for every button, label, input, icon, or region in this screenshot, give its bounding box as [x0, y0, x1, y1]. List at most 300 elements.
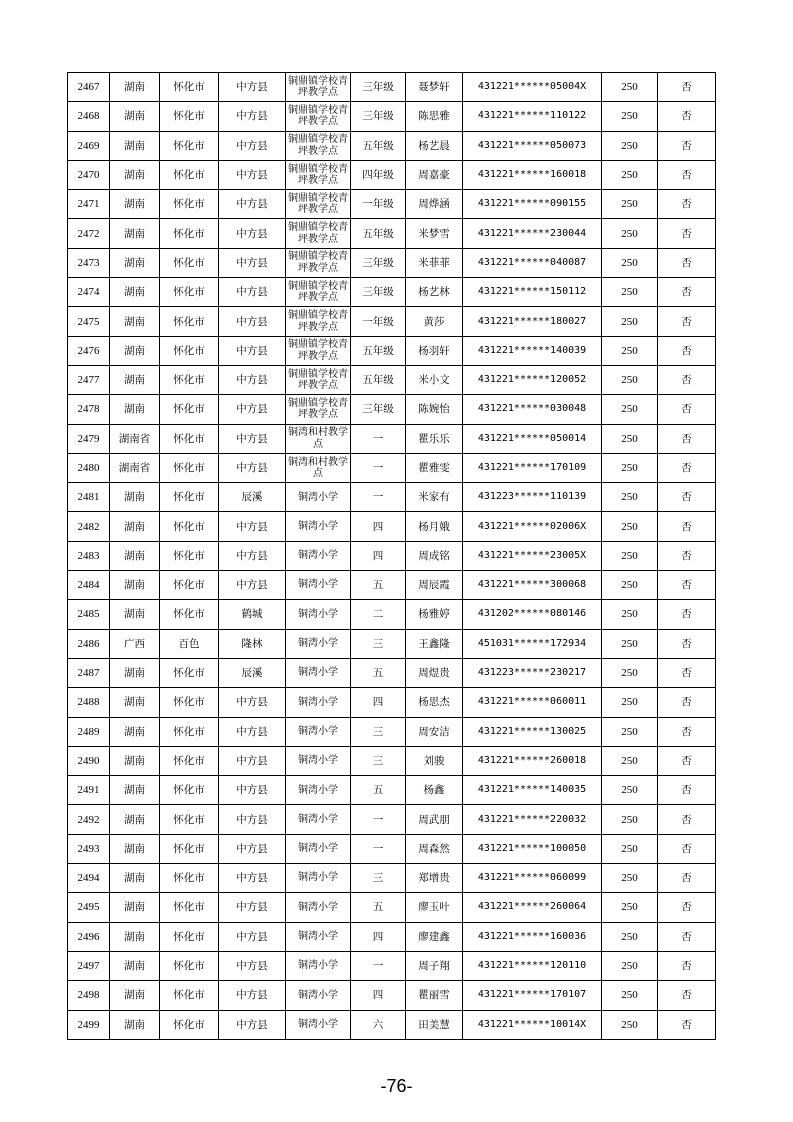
city-cell: 怀化市 [160, 307, 219, 336]
school-cell: 铜湾和村教学点 [286, 453, 351, 482]
row-number-cell: 2499 [68, 1010, 110, 1039]
table-row [68, 951, 716, 980]
grade-cell: 三年级 [351, 278, 406, 307]
table-row [68, 512, 716, 541]
student-name-cell: 陈婉怡 [406, 395, 463, 424]
amount-cell: 250 [602, 746, 658, 775]
county-cell: 中方县 [219, 922, 286, 951]
school-cell: 铜鼎镇学校青坪教学点 [286, 395, 351, 424]
student-name-cell: 廖建鑫 [406, 922, 463, 951]
table-row [68, 483, 716, 512]
student-name-cell: 刘骏 [406, 746, 463, 775]
county-cell: 中方县 [219, 365, 286, 394]
amount-cell: 250 [602, 424, 658, 453]
student-name-cell: 杨羽轩 [406, 336, 463, 365]
grade-cell: 一年级 [351, 307, 406, 336]
student-name-cell: 杨月娥 [406, 512, 463, 541]
flag-cell: 否 [658, 365, 716, 394]
amount-cell: 250 [602, 834, 658, 863]
school-cell: 铜湾小学 [286, 746, 351, 775]
id-number-cell: 431221******220032 [463, 805, 602, 834]
flag-cell: 否 [658, 1010, 716, 1039]
amount-cell: 250 [602, 981, 658, 1010]
grade-cell: 三 [351, 864, 406, 893]
student-name-cell: 王鑫隆 [406, 629, 463, 658]
table-row [68, 219, 716, 248]
school-cell: 铜鼎镇学校青坪教学点 [286, 131, 351, 160]
amount-cell: 250 [602, 805, 658, 834]
school-cell: 铜湾小学 [286, 483, 351, 512]
id-number-cell: 431221******120110 [463, 951, 602, 980]
row-number-cell: 2492 [68, 805, 110, 834]
row-number-cell: 2480 [68, 453, 110, 482]
province-cell: 湖南 [110, 102, 160, 131]
grade-cell: 四 [351, 981, 406, 1010]
table-row [68, 453, 716, 482]
grade-cell: 四年级 [351, 160, 406, 189]
school-cell: 铜湾小学 [286, 864, 351, 893]
county-cell: 中方县 [219, 746, 286, 775]
grade-cell: 五年级 [351, 219, 406, 248]
flag-cell: 否 [658, 834, 716, 863]
id-number-cell: 431221******170107 [463, 981, 602, 1010]
amount-cell: 250 [602, 717, 658, 746]
city-cell: 怀化市 [160, 219, 219, 248]
row-number-cell: 2488 [68, 688, 110, 717]
amount-cell: 250 [602, 688, 658, 717]
county-cell: 中方县 [219, 688, 286, 717]
amount-cell: 250 [602, 131, 658, 160]
row-number-cell: 2481 [68, 483, 110, 512]
student-list-sheet [67, 72, 715, 1040]
flag-cell: 否 [658, 688, 716, 717]
province-cell: 湖南省 [110, 424, 160, 453]
table-row [68, 629, 716, 658]
province-cell: 湖南 [110, 248, 160, 277]
city-cell: 怀化市 [160, 600, 219, 629]
id-number-cell: 451031******172934 [463, 629, 602, 658]
table-row [68, 73, 716, 102]
city-cell: 怀化市 [160, 1010, 219, 1039]
city-cell: 怀化市 [160, 248, 219, 277]
province-cell: 湖南 [110, 981, 160, 1010]
city-cell: 怀化市 [160, 190, 219, 219]
county-cell: 中方县 [219, 278, 286, 307]
school-cell: 铜鼎镇学校青坪教学点 [286, 307, 351, 336]
county-cell: 中方县 [219, 307, 286, 336]
flag-cell: 否 [658, 248, 716, 277]
school-cell: 铜湾和村教学点 [286, 424, 351, 453]
flag-cell: 否 [658, 73, 716, 102]
province-cell: 湖南 [110, 688, 160, 717]
city-cell: 怀化市 [160, 776, 219, 805]
flag-cell: 否 [658, 922, 716, 951]
province-cell: 湖南 [110, 805, 160, 834]
student-name-cell: 陈思雅 [406, 102, 463, 131]
amount-cell: 250 [602, 365, 658, 394]
city-cell: 怀化市 [160, 483, 219, 512]
grade-cell: 三 [351, 629, 406, 658]
id-number-cell: 431223******230217 [463, 658, 602, 687]
table-row [68, 424, 716, 453]
county-cell: 中方县 [219, 219, 286, 248]
county-cell: 中方县 [219, 512, 286, 541]
city-cell: 怀化市 [160, 512, 219, 541]
id-number-cell: 431221******110122 [463, 102, 602, 131]
county-cell: 中方县 [219, 131, 286, 160]
flag-cell: 否 [658, 805, 716, 834]
flag-cell: 否 [658, 629, 716, 658]
flag-cell: 否 [658, 395, 716, 424]
county-cell: 中方县 [219, 424, 286, 453]
amount-cell: 250 [602, 248, 658, 277]
province-cell: 湖南 [110, 307, 160, 336]
county-cell: 辰溪 [219, 658, 286, 687]
student-name-cell: 瞿雅雯 [406, 453, 463, 482]
flag-cell: 否 [658, 336, 716, 365]
row-number-cell: 2473 [68, 248, 110, 277]
id-number-cell: 431221******02006X [463, 512, 602, 541]
student-name-cell: 周煜贵 [406, 658, 463, 687]
school-cell: 铜鼎镇学校青坪教学点 [286, 190, 351, 219]
amount-cell: 250 [602, 893, 658, 922]
page-number: -76- [380, 1076, 413, 1096]
id-number-cell: 431221******100050 [463, 834, 602, 863]
row-number-cell: 2487 [68, 658, 110, 687]
grade-cell: 二 [351, 600, 406, 629]
table-row [68, 395, 716, 424]
city-cell: 怀化市 [160, 805, 219, 834]
school-cell: 铜鼎镇学校青坪教学点 [286, 365, 351, 394]
city-cell: 怀化市 [160, 131, 219, 160]
amount-cell: 250 [602, 160, 658, 189]
city-cell: 怀化市 [160, 541, 219, 570]
city-cell: 怀化市 [160, 658, 219, 687]
table-row [68, 688, 716, 717]
school-cell: 铜湾小学 [286, 1010, 351, 1039]
school-cell: 铜鼎镇学校青坪教学点 [286, 336, 351, 365]
table-row [68, 190, 716, 219]
province-cell: 湖南 [110, 864, 160, 893]
row-number-cell: 2493 [68, 834, 110, 863]
table-row [68, 717, 716, 746]
school-cell: 铜湾小学 [286, 541, 351, 570]
table-row [68, 746, 716, 775]
grade-cell: 一 [351, 834, 406, 863]
table-row [68, 658, 716, 687]
grade-cell: 三 [351, 746, 406, 775]
student-name-cell: 周森然 [406, 834, 463, 863]
grade-cell: 一 [351, 951, 406, 980]
row-number-cell: 2467 [68, 73, 110, 102]
grade-cell: 一 [351, 424, 406, 453]
county-cell: 中方县 [219, 395, 286, 424]
flag-cell: 否 [658, 278, 716, 307]
flag-cell: 否 [658, 658, 716, 687]
school-cell: 铜湾小学 [286, 600, 351, 629]
grade-cell: 四 [351, 541, 406, 570]
flag-cell: 否 [658, 746, 716, 775]
flag-cell: 否 [658, 483, 716, 512]
province-cell: 湖南 [110, 893, 160, 922]
province-cell: 湖南 [110, 658, 160, 687]
table-row [68, 336, 716, 365]
school-cell: 铜湾小学 [286, 805, 351, 834]
city-cell: 百色 [160, 629, 219, 658]
id-number-cell: 431221******230044 [463, 219, 602, 248]
province-cell: 广西 [110, 629, 160, 658]
flag-cell: 否 [658, 864, 716, 893]
id-number-cell: 431221******090155 [463, 190, 602, 219]
id-number-cell: 431221******120052 [463, 365, 602, 394]
province-cell: 湖南省 [110, 453, 160, 482]
province-cell: 湖南 [110, 1010, 160, 1039]
row-number-cell: 2476 [68, 336, 110, 365]
row-number-cell: 2497 [68, 951, 110, 980]
province-cell: 湖南 [110, 365, 160, 394]
student-name-cell: 郑增贵 [406, 864, 463, 893]
city-cell: 怀化市 [160, 395, 219, 424]
flag-cell: 否 [658, 424, 716, 453]
student-name-cell: 周安洁 [406, 717, 463, 746]
province-cell: 湖南 [110, 219, 160, 248]
amount-cell: 250 [602, 336, 658, 365]
flag-cell: 否 [658, 571, 716, 600]
county-cell: 中方县 [219, 805, 286, 834]
table-row [68, 600, 716, 629]
school-cell: 铜鼎镇学校青坪教学点 [286, 278, 351, 307]
id-number-cell: 431221******300068 [463, 571, 602, 600]
county-cell: 中方县 [219, 541, 286, 570]
county-cell: 中方县 [219, 453, 286, 482]
id-number-cell: 431221******040087 [463, 248, 602, 277]
id-number-cell: 431221******23005X [463, 541, 602, 570]
id-number-cell: 431221******180027 [463, 307, 602, 336]
school-cell: 铜湾小学 [286, 834, 351, 863]
table-body [68, 73, 716, 1040]
amount-cell: 250 [602, 307, 658, 336]
row-number-cell: 2472 [68, 219, 110, 248]
student-name-cell: 瞿丽雪 [406, 981, 463, 1010]
city-cell: 怀化市 [160, 688, 219, 717]
id-number-cell: 431221******10014X [463, 1010, 602, 1039]
grade-cell: 三年级 [351, 102, 406, 131]
table-row [68, 541, 716, 570]
student-name-cell: 廖玉叶 [406, 893, 463, 922]
county-cell: 中方县 [219, 336, 286, 365]
table-row [68, 981, 716, 1010]
student-name-cell: 米菲菲 [406, 248, 463, 277]
student-name-cell: 周嘉豪 [406, 160, 463, 189]
id-number-cell: 431221******060099 [463, 864, 602, 893]
table-row [68, 160, 716, 189]
id-number-cell: 431221******160036 [463, 922, 602, 951]
city-cell: 怀化市 [160, 424, 219, 453]
id-number-cell: 431202******080146 [463, 600, 602, 629]
province-cell: 湖南 [110, 834, 160, 863]
row-number-cell: 2471 [68, 190, 110, 219]
flag-cell: 否 [658, 981, 716, 1010]
row-number-cell: 2469 [68, 131, 110, 160]
amount-cell: 250 [602, 658, 658, 687]
city-cell: 怀化市 [160, 73, 219, 102]
amount-cell: 250 [602, 571, 658, 600]
row-number-cell: 2490 [68, 746, 110, 775]
city-cell: 怀化市 [160, 746, 219, 775]
row-number-cell: 2478 [68, 395, 110, 424]
school-cell: 铜湾小学 [286, 658, 351, 687]
province-cell: 湖南 [110, 160, 160, 189]
id-number-cell: 431221******05004X [463, 73, 602, 102]
grade-cell: 一 [351, 453, 406, 482]
id-number-cell: 431221******060011 [463, 688, 602, 717]
table-row [68, 893, 716, 922]
county-cell: 中方县 [219, 834, 286, 863]
school-cell: 铜湾小学 [286, 951, 351, 980]
amount-cell: 250 [602, 219, 658, 248]
flag-cell: 否 [658, 190, 716, 219]
table-row [68, 131, 716, 160]
student-name-cell: 杨鑫 [406, 776, 463, 805]
grade-cell: 三年级 [351, 395, 406, 424]
flag-cell: 否 [658, 160, 716, 189]
province-cell: 湖南 [110, 717, 160, 746]
school-cell: 铜鼎镇学校青坪教学点 [286, 160, 351, 189]
flag-cell: 否 [658, 717, 716, 746]
id-number-cell: 431221******260018 [463, 746, 602, 775]
row-number-cell: 2494 [68, 864, 110, 893]
school-cell: 铜湾小学 [286, 629, 351, 658]
table-row [68, 864, 716, 893]
row-number-cell: 2479 [68, 424, 110, 453]
amount-cell: 250 [602, 541, 658, 570]
row-number-cell: 2482 [68, 512, 110, 541]
row-number-cell: 2484 [68, 571, 110, 600]
school-cell: 铜湾小学 [286, 717, 351, 746]
city-cell: 怀化市 [160, 893, 219, 922]
school-cell: 铜鼎镇学校青坪教学点 [286, 219, 351, 248]
city-cell: 怀化市 [160, 951, 219, 980]
county-cell: 中方县 [219, 893, 286, 922]
city-cell: 怀化市 [160, 834, 219, 863]
table-row [68, 102, 716, 131]
flag-cell: 否 [658, 951, 716, 980]
grade-cell: 五年级 [351, 336, 406, 365]
county-cell: 中方县 [219, 73, 286, 102]
flag-cell: 否 [658, 307, 716, 336]
id-number-cell: 431221******130025 [463, 717, 602, 746]
table-row [68, 922, 716, 951]
student-name-cell: 周辰霞 [406, 571, 463, 600]
id-number-cell: 431221******160018 [463, 160, 602, 189]
city-cell: 怀化市 [160, 336, 219, 365]
city-cell: 怀化市 [160, 717, 219, 746]
table-row [68, 834, 716, 863]
grade-cell: 五 [351, 658, 406, 687]
city-cell: 怀化市 [160, 102, 219, 131]
flag-cell: 否 [658, 512, 716, 541]
province-cell: 湖南 [110, 922, 160, 951]
student-name-cell: 田美慧 [406, 1010, 463, 1039]
grade-cell: 三年级 [351, 248, 406, 277]
student-name-cell: 米小文 [406, 365, 463, 394]
student-name-cell: 周武朋 [406, 805, 463, 834]
student-name-cell: 杨思杰 [406, 688, 463, 717]
province-cell: 湖南 [110, 278, 160, 307]
province-cell: 湖南 [110, 73, 160, 102]
county-cell: 鹤城 [219, 600, 286, 629]
student-name-cell: 聂梦轩 [406, 73, 463, 102]
county-cell: 中方县 [219, 864, 286, 893]
amount-cell: 250 [602, 483, 658, 512]
province-cell: 湖南 [110, 541, 160, 570]
table-row [68, 278, 716, 307]
flag-cell: 否 [658, 776, 716, 805]
table-row [68, 776, 716, 805]
row-number-cell: 2475 [68, 307, 110, 336]
row-number-cell: 2468 [68, 102, 110, 131]
amount-cell: 250 [602, 102, 658, 131]
province-cell: 湖南 [110, 395, 160, 424]
school-cell: 铜鼎镇学校青坪教学点 [286, 73, 351, 102]
county-cell: 中方县 [219, 951, 286, 980]
amount-cell: 250 [602, 864, 658, 893]
city-cell: 怀化市 [160, 922, 219, 951]
table-row [68, 248, 716, 277]
province-cell: 湖南 [110, 131, 160, 160]
school-cell: 铜鼎镇学校青坪教学点 [286, 248, 351, 277]
row-number-cell: 2477 [68, 365, 110, 394]
row-number-cell: 2496 [68, 922, 110, 951]
grade-cell: 五 [351, 776, 406, 805]
student-name-cell: 瞿乐乐 [406, 424, 463, 453]
id-number-cell: 431221******050014 [463, 424, 602, 453]
row-number-cell: 2491 [68, 776, 110, 805]
id-number-cell: 431221******260064 [463, 893, 602, 922]
province-cell: 湖南 [110, 776, 160, 805]
city-cell: 怀化市 [160, 365, 219, 394]
flag-cell: 否 [658, 893, 716, 922]
amount-cell: 250 [602, 453, 658, 482]
row-number-cell: 2486 [68, 629, 110, 658]
row-number-cell: 2483 [68, 541, 110, 570]
student-name-cell: 黄莎 [406, 307, 463, 336]
table-row [68, 1010, 716, 1039]
flag-cell: 否 [658, 453, 716, 482]
province-cell: 湖南 [110, 483, 160, 512]
amount-cell: 250 [602, 1010, 658, 1039]
amount-cell: 250 [602, 73, 658, 102]
school-cell: 铜湾小学 [286, 571, 351, 600]
grade-cell: 六 [351, 1010, 406, 1039]
amount-cell: 250 [602, 190, 658, 219]
student-name-cell: 周烨涵 [406, 190, 463, 219]
row-number-cell: 2485 [68, 600, 110, 629]
school-cell: 铜湾小学 [286, 981, 351, 1010]
amount-cell: 250 [602, 512, 658, 541]
county-cell: 中方县 [219, 102, 286, 131]
grade-cell: 一 [351, 483, 406, 512]
city-cell: 怀化市 [160, 453, 219, 482]
student-name-cell: 杨雅婷 [406, 600, 463, 629]
flag-cell: 否 [658, 600, 716, 629]
county-cell: 中方县 [219, 1010, 286, 1039]
flag-cell: 否 [658, 131, 716, 160]
province-cell: 湖南 [110, 746, 160, 775]
county-cell: 中方县 [219, 717, 286, 746]
student-name-cell: 杨艺林 [406, 278, 463, 307]
province-cell: 湖南 [110, 951, 160, 980]
